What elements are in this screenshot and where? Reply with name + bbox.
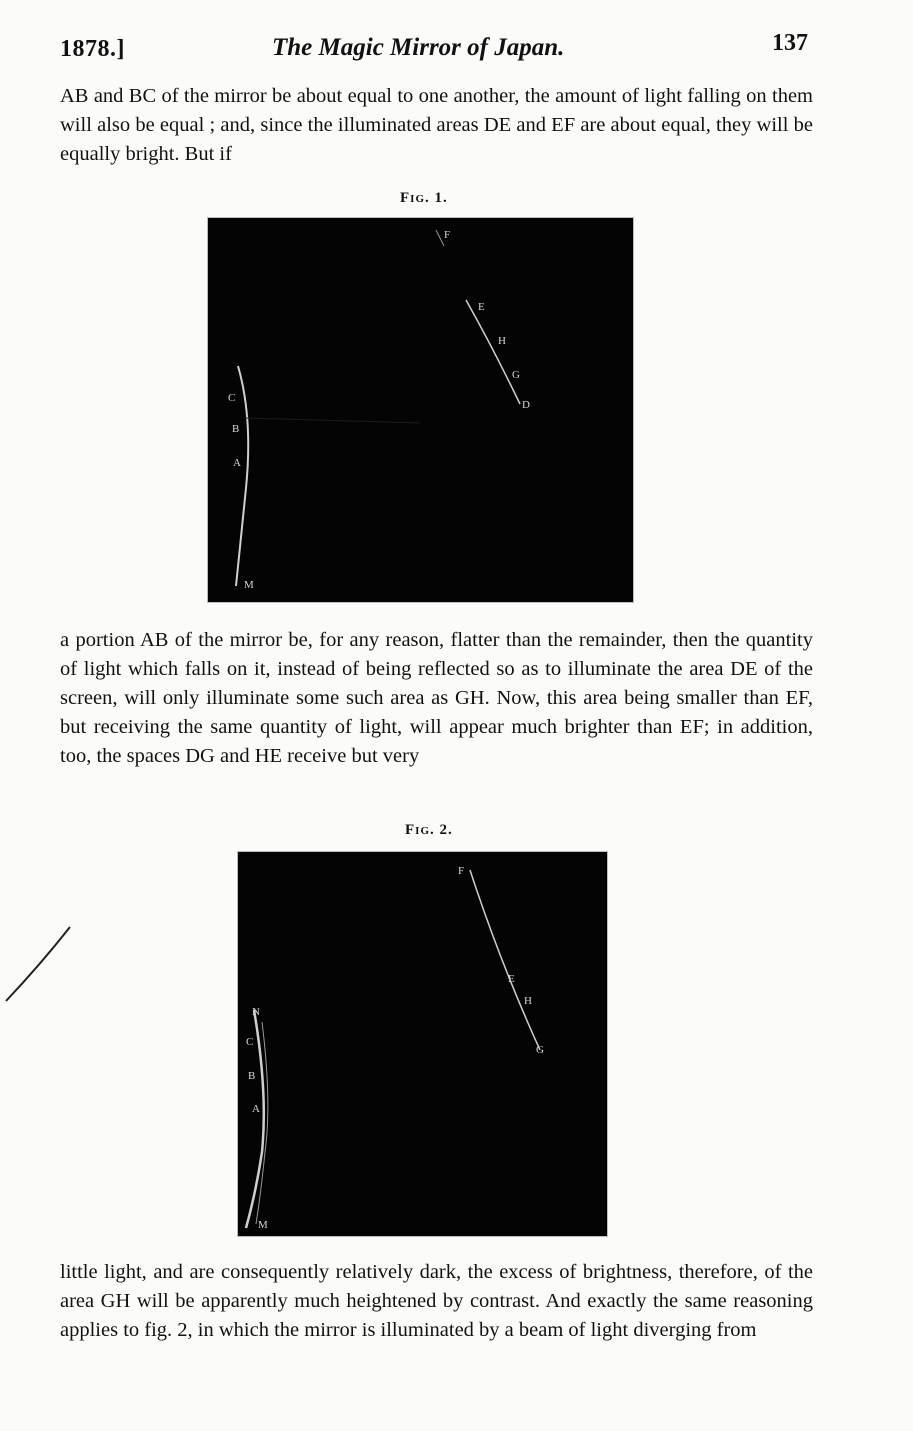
figure-1-label-m: M bbox=[244, 579, 254, 591]
figure-1-label-d: D bbox=[522, 399, 530, 411]
figure-2-diagram bbox=[237, 851, 608, 1237]
figure-2-label-f: F bbox=[458, 865, 465, 877]
paragraph-2: a portion AB of the mirror be, for any reason, flatter than the remainder, then the quantity of light which falls on it, instead of being reflected so as to illuminate the area DE of the screen, will only illuminate some such area as GH. Now, this area being smaller than EF, but receiving the same quantity of light, will appear much brighter than EF; in addition, too, the spaces DG and HE receive but very bbox=[60, 629, 813, 767]
figure-2-label-a: A bbox=[252, 1103, 260, 1115]
figure-1-label-c: C bbox=[228, 392, 236, 404]
pen-stroke-mark bbox=[0, 925, 80, 1005]
figure-1-svg bbox=[208, 218, 633, 602]
figure-2-svg bbox=[238, 852, 607, 1236]
page-number: 137 bbox=[772, 30, 808, 56]
figure-1-label-e: E bbox=[478, 301, 485, 313]
figure-1-diagram bbox=[207, 217, 634, 603]
issue-year: 1878.] bbox=[60, 36, 125, 62]
figure-2-label-h: H bbox=[524, 995, 532, 1007]
figure-1-label-g: G bbox=[512, 369, 520, 381]
figure-1-screen-line bbox=[466, 300, 520, 404]
figure-2-label-e: E bbox=[508, 973, 515, 985]
figure-2-label-c: C bbox=[246, 1036, 254, 1048]
figure-1-ray-faint bbox=[245, 418, 420, 423]
paragraph-1: AB and BC of the mirror be about equal to one another, the amount of light falling on them will also be equal ; and, since the illuminated areas DE and EF are about equal, they will be equally bright. But if bbox=[60, 85, 813, 165]
figure-2-screen-line bbox=[470, 870, 540, 1050]
figure-2-label-b: B bbox=[248, 1070, 256, 1082]
figure-1-mirror-curve bbox=[236, 366, 248, 586]
figure-2-label-n: N bbox=[252, 1006, 260, 1018]
figure-2-mirror-inner bbox=[256, 1022, 268, 1224]
figure-1-label-b: B bbox=[232, 423, 240, 435]
figure-2-caption: Fig. 2. bbox=[405, 822, 453, 838]
figure-2-label-m: M bbox=[258, 1219, 268, 1231]
figure-1-caption: Fig. 1. bbox=[400, 190, 448, 206]
figure-1-label-h: H bbox=[498, 335, 506, 347]
running-head bbox=[60, 30, 812, 70]
figure-1-label-a: A bbox=[233, 457, 241, 469]
figure-2-label-g: G bbox=[536, 1044, 544, 1056]
figure-1-ray-upper bbox=[436, 230, 444, 246]
paragraph-3: little light, and are consequently relatively dark, the excess of brightness, therefore, of the area GH will be apparently much heightened by contrast. And exactly the same reasoning applies to fig. 2, in which the mirror is illuminated by a beam of light diverging from bbox=[60, 1261, 813, 1341]
article-title: The Magic Mirror of Japan. bbox=[272, 34, 565, 61]
figure-1-label-f: F bbox=[444, 229, 451, 241]
